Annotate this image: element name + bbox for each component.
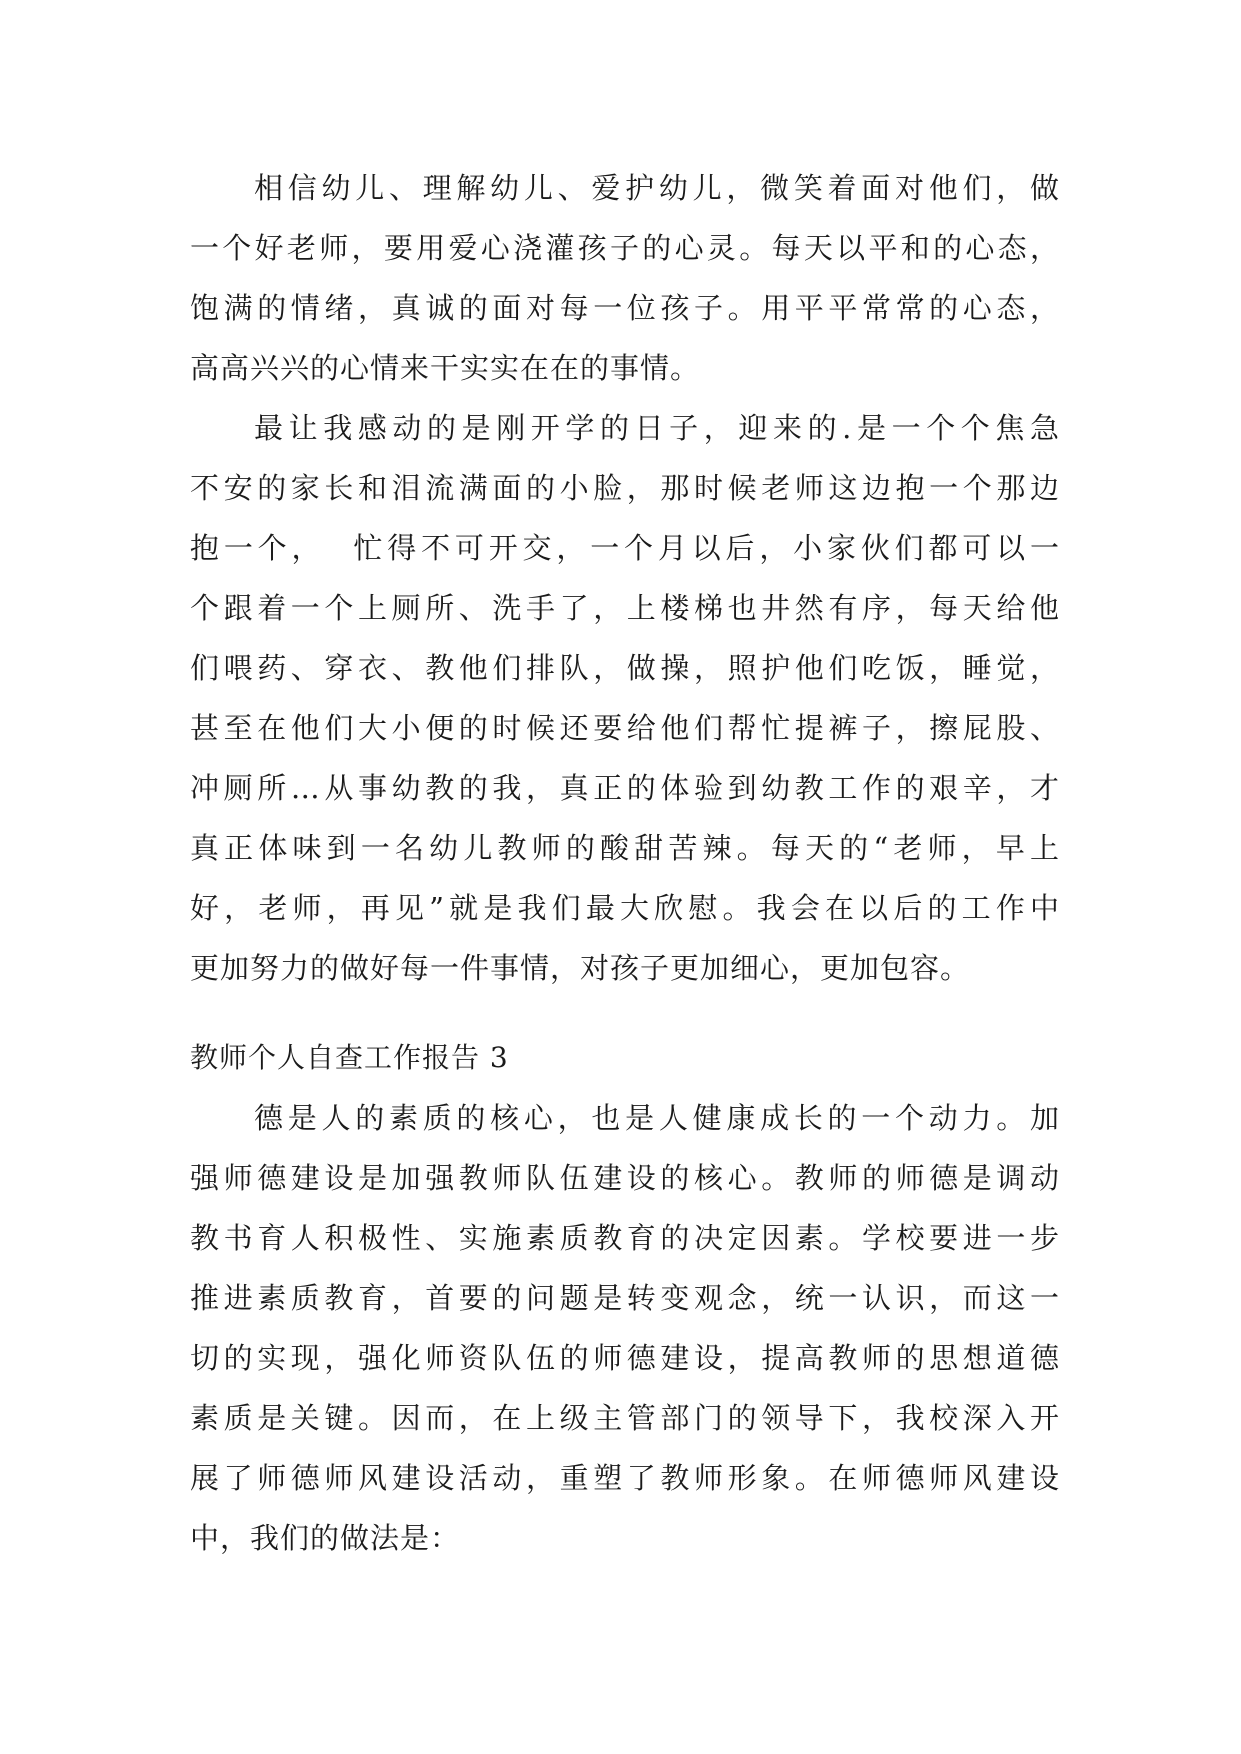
paragraph-line: 教书育人积极性、实施素质教育的决定因素。学校要进一步: [190, 1221, 1060, 1255]
paragraph-line: 真正体味到一名幼儿教师的酸甜苦辣。每天的“老师，早上: [190, 831, 1060, 865]
paragraph-line: 更加努力的做好每一件事情，对孩子更加细心，更加包容。: [190, 951, 971, 985]
section-paragraph: [190, 1088, 1060, 1568]
section-title: 教师个人自查工作报告 3: [190, 1041, 509, 1074]
paragraph-line: 切的实现，强化师资队伍的师德建设，提高教师的思想道德: [190, 1341, 1060, 1375]
paragraph-line: 素质是关键。因而，在上级主管部门的领导下，我校深入开: [190, 1401, 1060, 1435]
paragraph-line: 甚至在他们大小便的时候还要给他们帮忙提裤子，擦屁股、: [190, 711, 1060, 745]
paragraph-line: 抱一个， 忙得不可开交，一个月以后，小家伙们都可以一: [190, 531, 1060, 565]
paragraph-line: 好，老师，再见”就是我们最大欣慰。我会在以后的工作中: [190, 891, 1060, 925]
paragraph-line: 强师德建设是加强教师队伍建设的核心。教师的师德是调动: [190, 1161, 1060, 1195]
paragraph-line: 高高兴兴的心情来干实实在在的事情。: [190, 351, 701, 385]
paragraph-line: 最让我感动的是刚开学的日子，迎来的.是一个个焦急: [254, 411, 1060, 445]
paragraph-line: 个跟着一个上厕所、洗手了，上楼梯也井然有序，每天给他: [190, 591, 1060, 625]
paragraph-line: 一个好老师，要用爱心浇灌孩子的心灵。每天以平和的心态，: [190, 231, 1060, 265]
document-body: [190, 158, 1060, 1568]
paragraph-line: 不安的家长和泪流满面的小脸，那时候老师这边抱一个那边: [190, 471, 1060, 505]
paragraph-line: 德是人的素质的核心，也是人健康成长的一个动力。加: [254, 1101, 1060, 1135]
paragraph-line: 展了师德师风建设活动，重塑了教师形象。在师德师风建设: [190, 1461, 1060, 1495]
paragraph-line: 饱满的情绪，真诚的面对每一位孩子。用平平常常的心态，: [190, 291, 1060, 325]
paragraph-line: 冲厕所…从事幼教的我，真正的体验到幼教工作的艰辛，才: [190, 771, 1060, 805]
paragraph-line: 相信幼儿、理解幼儿、爱护幼儿，微笑着面对他们，做: [254, 171, 1060, 205]
paragraph-line: 们喂药、穿衣、教他们排队，做操，照护他们吃饭，睡觉，: [190, 651, 1060, 685]
paragraph-2: [190, 398, 1060, 998]
paragraph-line: 推进素质教育，首要的问题是转变观念，统一认识，而这一: [190, 1281, 1060, 1315]
paragraph-line: 中，我们的做法是：: [190, 1521, 461, 1555]
paragraph-1: [190, 158, 1060, 398]
